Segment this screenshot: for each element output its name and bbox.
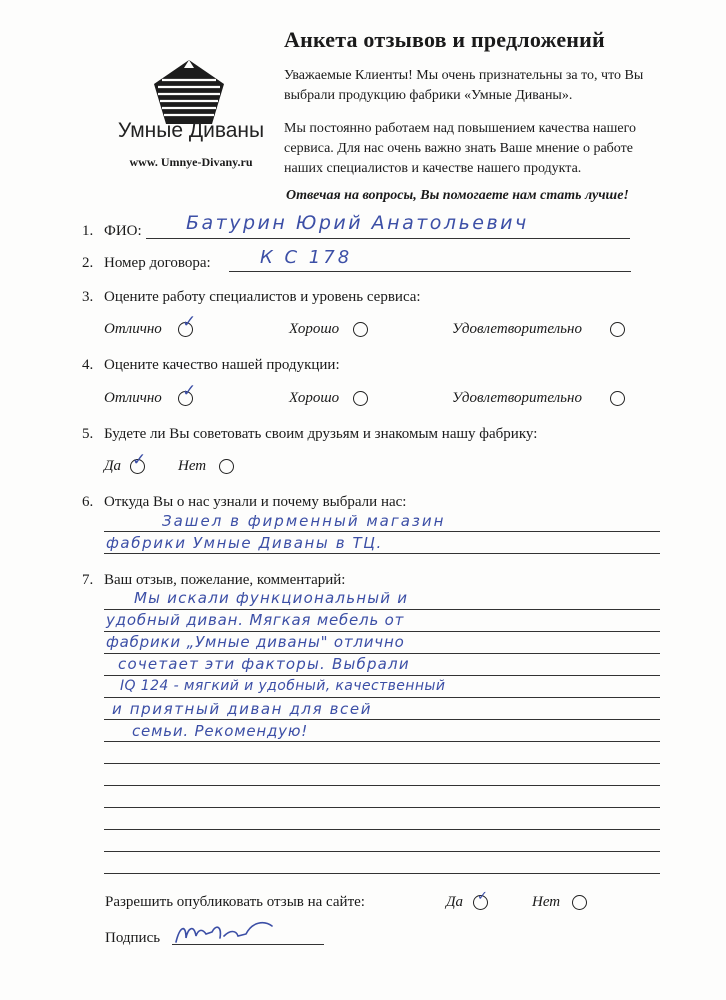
intro-line-3: Мы постоянно работаем над повышением качества нашего	[284, 121, 637, 136]
q5-option-no-label: Нет	[178, 458, 207, 474]
intro-line-2: выбрали продукцию фабрики «Умные Диваны».	[284, 88, 573, 103]
q7-answer-line-7: семьи. Рекомендую!	[132, 722, 309, 740]
contract-field-line[interactable]	[229, 271, 631, 272]
q5-option-yes-label: Да	[104, 458, 122, 474]
q7-line[interactable]	[104, 873, 660, 874]
q7-answer-line-4: сочетает эти факторы. Выбрали	[118, 655, 410, 673]
q7-line[interactable]	[104, 609, 660, 610]
q7-line[interactable]	[104, 763, 660, 764]
question-5-label: 5. Будете ли Вы советовать своим друзьям и знакомым нашу фабрику:	[82, 426, 538, 442]
q7-line[interactable]	[104, 851, 660, 852]
q4-checkmark-icon: ✓	[182, 381, 197, 401]
q6-line-2[interactable]	[104, 553, 660, 554]
q7-line[interactable]	[104, 741, 660, 742]
signature-label: Подпись	[105, 930, 161, 946]
q3-option-satisfactory-radio[interactable]	[610, 322, 625, 337]
q6-answer-line-1: Зашел в фирменный магазин	[162, 512, 446, 530]
q7-line[interactable]	[104, 807, 660, 808]
q7-line[interactable]	[104, 785, 660, 786]
question-6-label: 6. Откуда Вы о нас узнали и почему выбрали нас:	[82, 494, 407, 510]
contract-answer: К С 178	[260, 247, 353, 268]
q6-line-1[interactable]	[104, 531, 660, 532]
q3-checkmark-icon: ✓	[182, 312, 197, 332]
publish-label: Разрешить опубликовать отзыв на сайте:	[105, 894, 365, 910]
q5-option-no-radio[interactable]	[219, 459, 234, 474]
question-7-label: 7. Ваш отзыв, пожелание, комментарий:	[82, 572, 346, 588]
name-answer: Батурин Юрий Анатольевич	[186, 212, 529, 234]
signature-scribble	[172, 918, 284, 948]
publish-option-no-radio[interactable]	[572, 895, 587, 910]
intro-line-5: наших специалистов и качестве нашего продукта.	[284, 161, 582, 176]
question-4-label: 4. Оцените качество нашей продукции:	[82, 357, 340, 373]
publish-option-no-label: Нет	[532, 894, 561, 910]
q7-line[interactable]	[104, 653, 660, 654]
publish-checkmark-icon: ✓	[477, 889, 488, 904]
q6-answer-line-2: фабрики Умные Диваны в ТЦ.	[106, 534, 383, 552]
name-field-line[interactable]	[146, 238, 630, 239]
q5-checkmark-icon: ✓	[132, 450, 147, 470]
form-title: Анкета отзывов и предложений	[284, 27, 605, 52]
q7-line[interactable]	[104, 675, 660, 676]
q7-line[interactable]	[104, 631, 660, 632]
q7-answer-line-2: удобный диван. Мягкая мебель от	[106, 611, 405, 629]
q7-line[interactable]	[104, 829, 660, 830]
intro-line-4: сервиса. Для нас очень важно знать Ваше мнение о работе	[284, 141, 633, 156]
q4-option-good-label: Хорошо	[289, 390, 340, 406]
intro-line-1: Уважаемые Клиенты! Мы очень признательны за то, что Вы	[284, 68, 644, 83]
brand-name: Умные Диваны	[117, 119, 265, 142]
question-2-label: 2. Номер договора:	[82, 255, 211, 271]
q3-option-good-label: Хорошо	[289, 321, 340, 337]
question-1-label: 1. ФИО:	[82, 223, 142, 239]
q7-line[interactable]	[104, 697, 660, 698]
q4-option-satisfactory-radio[interactable]	[610, 391, 625, 406]
q4-option-good-radio[interactable]	[353, 391, 368, 406]
motto: Отвечая на вопросы, Вы помогаете нам стать лучше!	[286, 188, 629, 203]
q7-answer-line-5: IQ 124 - мягкий и удобный, качественный	[120, 678, 446, 694]
q7-line[interactable]	[104, 719, 660, 720]
website-url: www. Umnye-Divany.ru	[129, 155, 253, 169]
q7-answer-line-1: Мы искали функциональный и	[134, 589, 409, 607]
q4-option-satisfactory-label: Удовлетворительно	[452, 390, 582, 406]
question-3-label: 3. Оцените работу специалистов и уровень сервиса:	[82, 289, 421, 305]
logo-icon	[152, 58, 226, 126]
publish-option-yes-label: Да	[446, 894, 464, 910]
q7-answer-line-3: фабрики „Умные диваны" отлично	[106, 633, 405, 651]
q4-option-excellent-label: Отлично	[104, 390, 162, 406]
q3-option-excellent-label: Отлично	[104, 321, 162, 337]
q3-option-good-radio[interactable]	[353, 322, 368, 337]
q3-option-satisfactory-label: Удовлетворительно	[452, 321, 582, 337]
q7-answer-line-6: и приятный диван для всей	[112, 700, 373, 718]
